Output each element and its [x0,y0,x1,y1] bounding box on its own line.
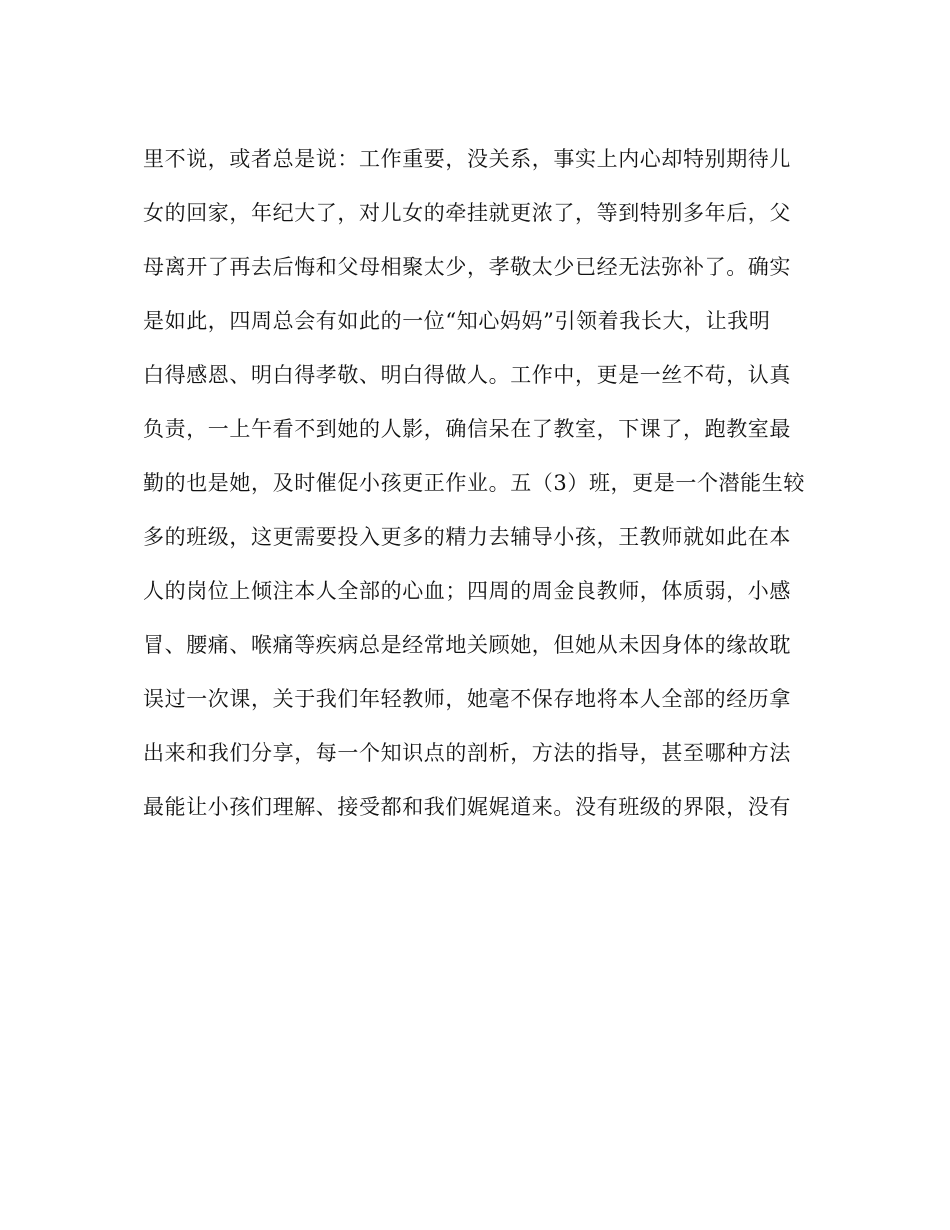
text-line-3: 母离开了再去后悔和父母相聚太少，孝敬太少已经无法弥补了。确实 [143,255,791,279]
text-line-11: 误过一次课，关于我们年轻教师，她毫不保存地将本人全部的经历拿 [143,687,791,711]
text-line-8: 多的班级，这更需要投入更多的精力去辅导小孩，王教师就如此在本 [143,525,791,549]
text-line-5: 白得感恩、明白得孝敬、明白得做人。工作中，更是一丝不苟，认真 [143,363,791,387]
body-text [143,132,823,834]
text-line-2: 女的回家，年纪大了，对儿女的牵挂就更浓了，等到特别多年后，父 [143,201,791,225]
text-line-1: 里不说，或者总是说：工作重要，没关系，事实上内心却特别期待儿 [143,147,791,171]
text-line-9: 人的岗位上倾注本人全部的心血；四周的周金良教师，体质弱，小感 [143,579,791,603]
text-line-4: 是如此，四周总会有如此的一位“知心妈妈”引领着我长大，让我明 [143,309,771,333]
text-line-7: 勤的也是她，及时催促小孩更正作业。五（3）班，更是一个潜能生较 [143,471,805,495]
text-line-10: 冒、腰痛、喉痛等疾病总是经常地关顾她，但她从未因身体的缘故耽 [143,633,791,657]
text-line-12: 出来和我们分享，每一个知识点的剖析，方法的指导，甚至哪种方法 [143,741,791,765]
text-line-13: 最能让小孩们理解、接受都和我们娓娓道来。没有班级的界限，没有 [143,795,791,819]
text-line-6: 负责，一上午看不到她的人影，确信呆在了教室，下课了，跑教室最 [143,417,791,441]
